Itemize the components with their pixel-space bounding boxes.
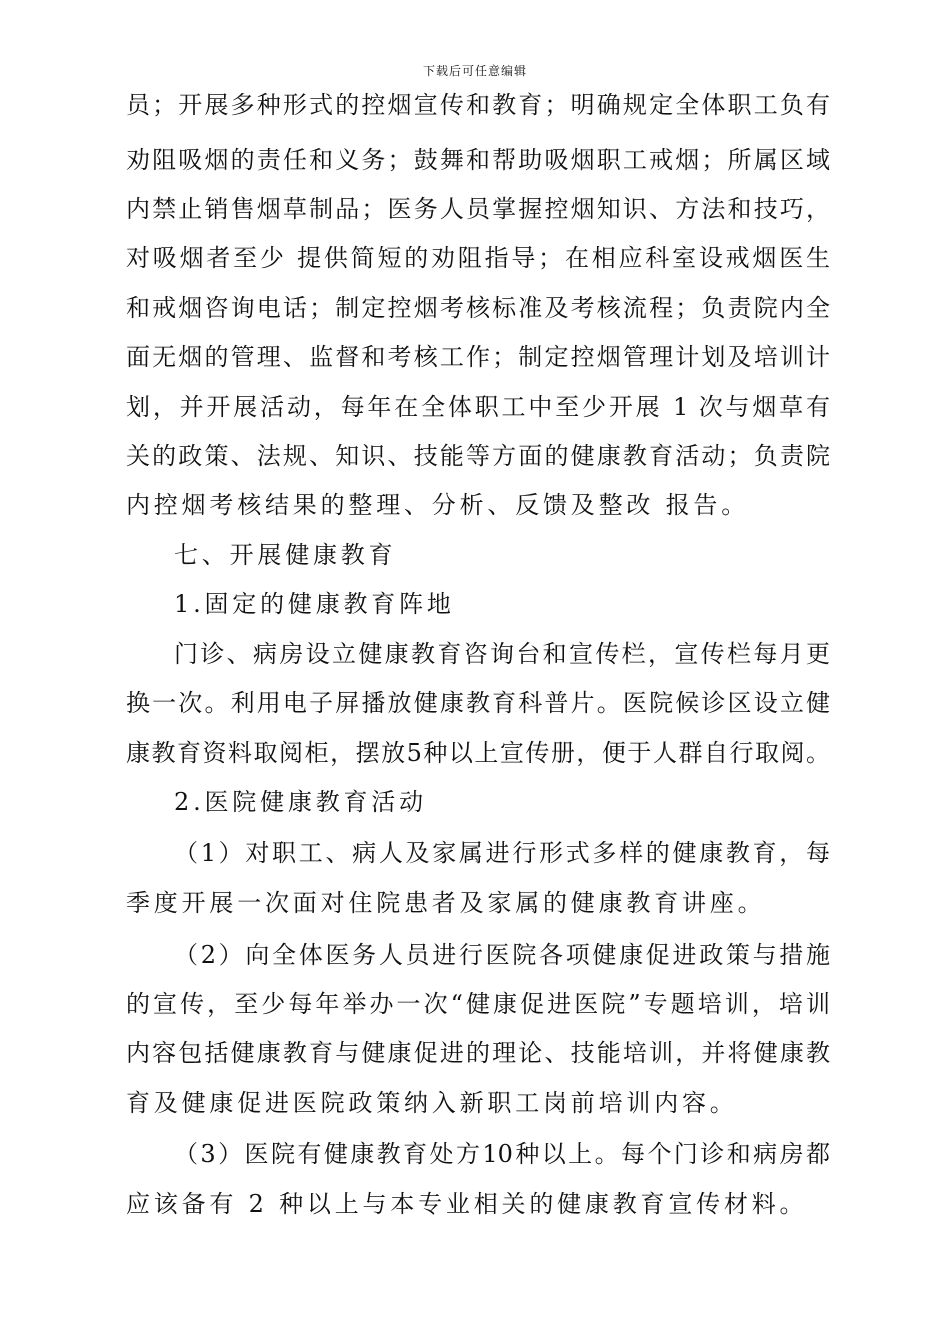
page-header-note: 下载后可任意编辑 [422,64,527,78]
paragraph-line: 换一次。利用电子屏播放健康教育科普片。医院候诊区设立健 [126,689,830,717]
paragraph-line: 育及健康促进医院政策纳入新职工岗前培训内容。 [126,1089,738,1117]
paragraph-line: （3）医院有健康教育处方10种以上。每个门诊和病房都 [174,1140,830,1168]
paragraph-line: 对吸烟者至少 提供简短的劝阻指导；在相应科室设戒烟医生 [126,244,830,272]
paragraph-line: 劝阻吸烟的责任和义务；鼓舞和帮助吸烟职工戒烟；所属区域 [126,146,830,174]
paragraph-line: 康教育资料取阅柜，摆放5种以上宣传册，便于人群自行取阅。 [126,739,830,767]
section-heading: 七、开展健康教育 [174,541,397,569]
paragraph-line: 面无烟的管理、监督和考核工作；制定控烟管理计划及培训计 [126,343,830,371]
paragraph-line: 和戒烟咨询电话；制定控烟考核标准及考核流程；负责院内全 [126,294,830,322]
paragraph-line: 划，并开展活动，每年在全体职工中至少开展 1 次与烟草有 [126,393,830,421]
subsection-heading: 1.固定的健康教育阵地 [174,590,455,618]
paragraph-line: 内容包括健康教育与健康促进的理论、技能培训，并将健康教 [126,1039,830,1067]
paragraph-line: 的宣传，至少每年举办一次“健康促进医院”专题培训，培训 [126,990,830,1018]
paragraph-line: 内控烟考核结果的整理、分析、反馈及整改 报告。 [126,491,750,519]
paragraph-line: 员；开展多种形式的控烟宣传和教育；明确规定全体职工负有 [126,91,830,119]
paragraph-line: 关的政策、法规、知识、技能等方面的健康教育活动；负责院 [126,442,830,470]
paragraph-line: 季度开展一次面对住院患者及家属的健康教育讲座。 [126,889,766,917]
paragraph-line: 内禁止销售烟草制品；医务人员掌握控烟知识、方法和技巧， [126,195,830,223]
paragraph-line: （1）对职工、病人及家属进行形式多样的健康教育，每 [174,839,830,867]
paragraph-line: 应该备有 2 种以上与本专业相关的健康教育宣传材料。 [126,1190,808,1218]
paragraph-line: 门诊、病房设立健康教育咨询台和宣传栏，宣传栏每月更 [174,640,830,668]
paragraph-line: （2）向全体医务人员进行医院各项健康促进政策与措施 [174,941,830,969]
subsection-heading: 2.医院健康教育活动 [174,788,427,816]
